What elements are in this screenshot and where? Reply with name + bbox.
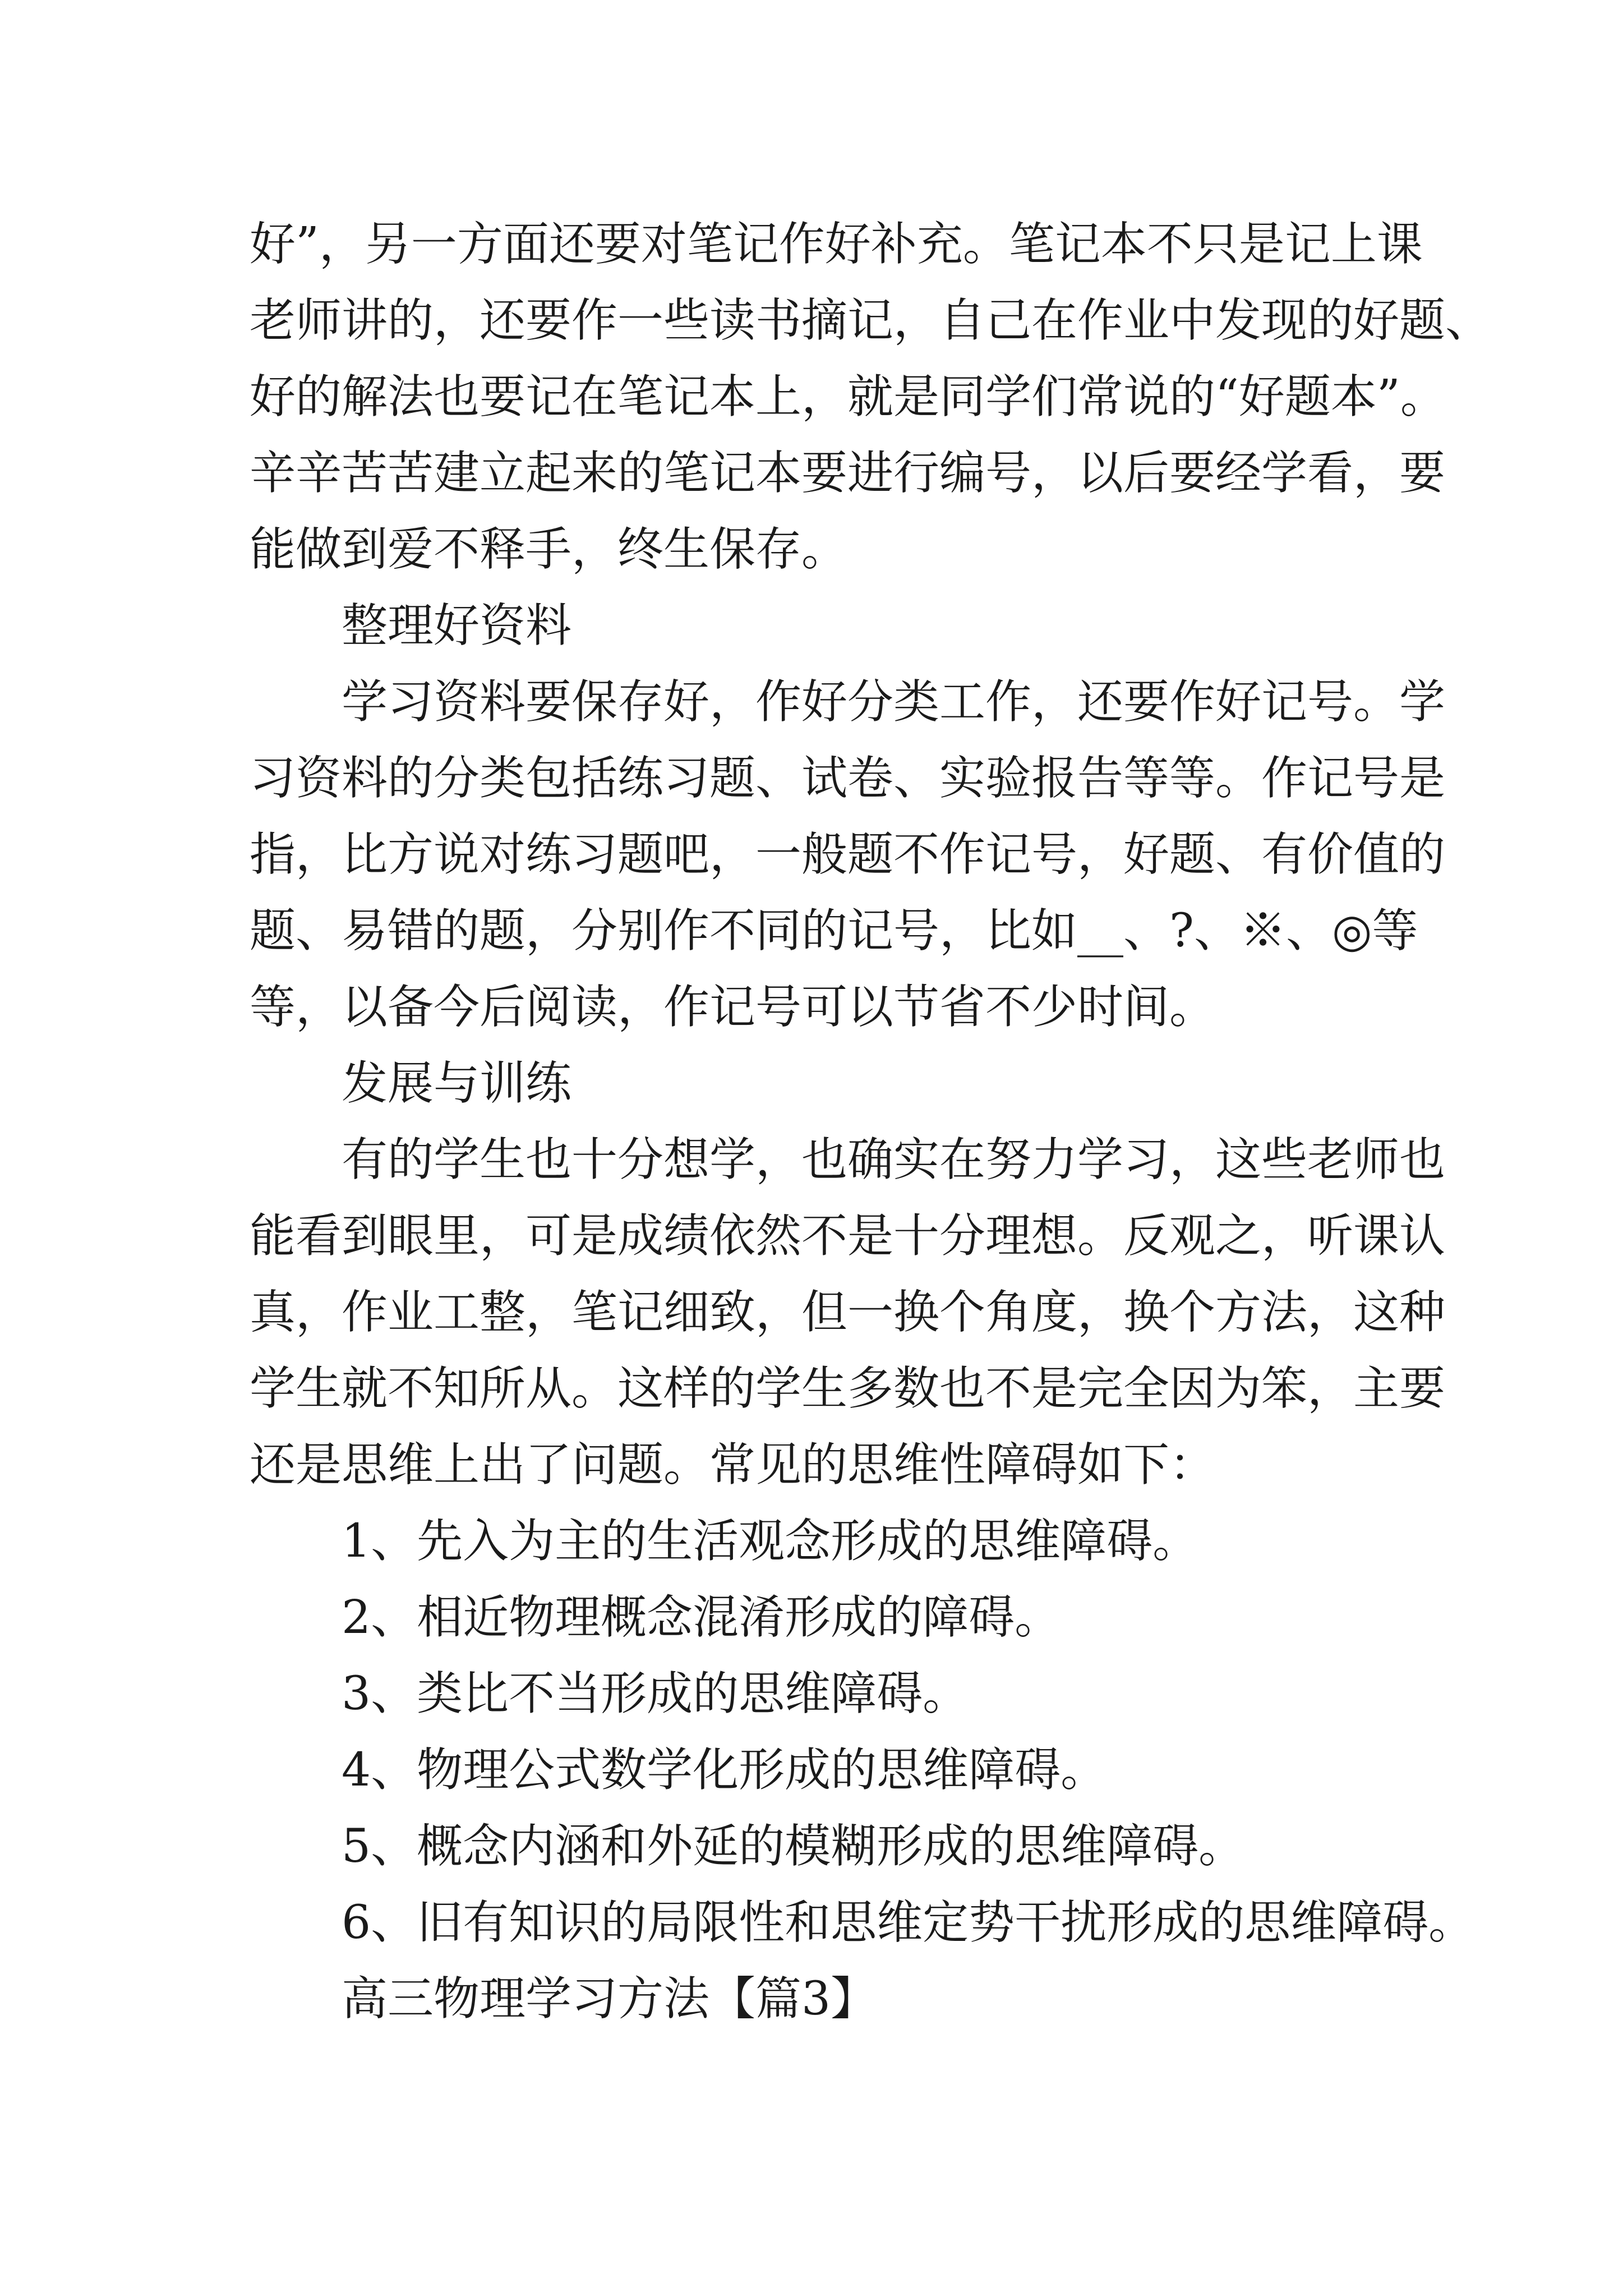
paragraph-line: 指，比方说对练习题吧，一般题不作记号，好题、有价值的 — [250, 828, 1446, 881]
section-heading: 高三物理学习方法【篇3】 — [342, 1972, 877, 2026]
list-item: 2、相近物理概念混淆形成的障碍。 — [342, 1591, 1061, 1644]
paragraph-line: 学习资料要保存好，作好分类工作，还要作好记号。学 — [342, 675, 1446, 729]
paragraph-line: 学生就不知所从。这样的学生多数也不是完全因为笨，主要 — [250, 1362, 1446, 1415]
paragraph-line: 还是思维上出了问题。常见的思维性障碍如下： — [250, 1438, 1216, 1492]
paragraph-line: 能做到爱不释手，终生保存。 — [250, 523, 848, 576]
list-item: 4、物理公式数学化形成的思维障碍。 — [342, 1743, 1107, 1797]
paragraph-line: 题、易错的题，分别作不同的记号，比如__、?、※、◎等 — [250, 904, 1418, 958]
list-item: 3、类比不当形成的思维障碍。 — [342, 1667, 969, 1720]
list-item: 6、旧有知识的局限性和思维定势干扰形成的思维障碍。 — [342, 1896, 1475, 1949]
paragraph-line: 辛辛苦苦建立起来的笔记本要进行编号，以后要经学看，要 — [250, 447, 1446, 500]
paragraph-line: 等，以备今后阅读，作记号可以节省不少时间。 — [250, 981, 1216, 1034]
paragraph-line: 有的学生也十分想学，也确实在努力学习，这些老师也 — [342, 1133, 1446, 1186]
paragraph-line: 习资料的分类包括练习题、试卷、实验报告等等。作记号是 — [250, 752, 1446, 805]
list-item: 5、概念内涵和外延的模糊形成的思维障碍。 — [342, 1820, 1245, 1873]
paragraph-line: 能看到眼里，可是成绩依然不是十分理想。反观之，听课认 — [250, 1209, 1446, 1263]
section-heading: 发展与训练 — [342, 1057, 572, 1110]
paragraph-line: 老师讲的，还要作一些读书摘记，自己在作业中发现的好题、 — [250, 294, 1492, 347]
list-item: 1、先入为主的生活观念形成的思维障碍。 — [342, 1515, 1199, 1568]
document-body — [250, 206, 1492, 2037]
paragraph-line: 好”，另一方面还要对笔记作好补充。笔记本不只是记上课 — [250, 218, 1423, 271]
paragraph-line: 好的解法也要记在笔记本上，就是同学们常说的“好题本”。 — [250, 370, 1446, 424]
section-heading: 整理好资料 — [342, 599, 572, 652]
paragraph-line: 真，作业工整，笔记细致，但一换个角度，换个方法，这种 — [250, 1286, 1446, 1339]
